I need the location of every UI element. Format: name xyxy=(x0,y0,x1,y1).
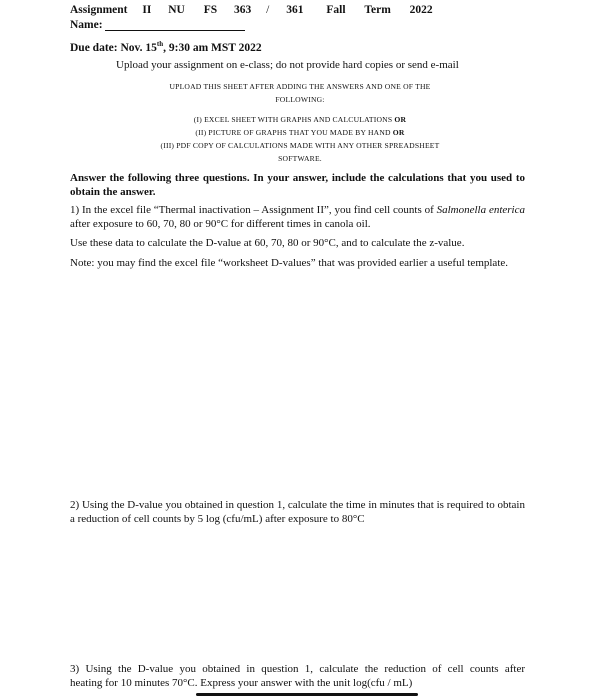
option-2-or: OR xyxy=(392,128,405,137)
name-label: Name: xyxy=(70,19,103,31)
question-3-line-1: 3) Using the D-value you obtained in question 1, calculate the reduction of cell counts after xyxy=(70,663,525,675)
question-2: 2) Using the D-value you obtained in question 1, calculate the time in minutes that is required to obtain a reduction of cell counts by 5 log (cfu/mL) after exposure to 80°C xyxy=(70,499,525,525)
question-3-line-2: heating for 10 minutes 70°C. Express your answer with the unit log(cfu / mL) xyxy=(70,676,413,689)
assignment-header xyxy=(70,4,433,16)
course-separator: / xyxy=(266,4,270,16)
option-2 xyxy=(120,126,480,139)
question-1-text-b: after exposure to 60, 70, 80 or 90°C for different times in canola oil. xyxy=(70,217,371,230)
assignment-label: Assignment xyxy=(70,4,128,16)
instructions-block xyxy=(120,80,480,165)
option-1-or: OR xyxy=(394,115,407,124)
program-nu: NU xyxy=(168,4,185,16)
due-date-sup: th xyxy=(156,40,164,48)
instructions-line-2: FOLLOWING: xyxy=(275,95,325,104)
question-1-task: Use these data to calculate the D-value at 60, 70, 80 or 90°C, and to calculate the z-value. xyxy=(70,237,465,249)
option-1 xyxy=(120,113,480,126)
upload-note: Upload your assignment on e-class; do not provide hard copies or send e-mail xyxy=(116,59,459,71)
due-date xyxy=(70,40,262,54)
term-label: Term xyxy=(364,4,391,16)
option-2-text: (II) PICTURE OF GRAPHS THAT YOU MADE BY HAND xyxy=(195,128,393,137)
instructions-line-1: UPLOAD THIS SHEET AFTER ADDING THE ANSWERS AND ONE OF THE xyxy=(169,82,431,91)
term-season: Fall xyxy=(326,4,346,16)
question-1-text-a: 1) In the excel file “Thermal inactivation – Assignment II”, you find cell counts of xyxy=(70,204,437,216)
question-1 xyxy=(70,204,525,231)
course-number-1: 363 xyxy=(234,4,252,16)
question-1-organism: Salmonella enterica xyxy=(436,204,525,216)
course-number-2: 361 xyxy=(286,4,304,16)
option-3-line-2: SOFTWARE. xyxy=(278,154,322,163)
due-date-suffix: , 9:30 am MST 2022 xyxy=(163,41,262,54)
question-3 xyxy=(70,663,525,690)
question-1-note: Note: you may find the excel file “worksheet D-values” that was provided earlier a useful template. xyxy=(70,257,509,269)
term-year: 2022 xyxy=(409,4,433,16)
due-date-prefix: Due date: Nov. 15 xyxy=(70,41,157,54)
assignment-number: II xyxy=(142,4,152,16)
name-blank-line xyxy=(105,19,245,31)
questions-intro: Answer the following three questions. In your answer, include the calculations that you used to obtain the answer. xyxy=(70,172,525,198)
option-1-text: (I) EXCEL SHEET WITH GRAPHS AND CALCULATIONS xyxy=(193,115,395,124)
name-field xyxy=(70,19,245,31)
underline-mark xyxy=(196,693,418,696)
program-fs: FS xyxy=(203,4,218,16)
option-3-line-1: (III) PDF COPY OF CALCULATIONS MADE WITH ANY OTHER SPREADSHEET xyxy=(160,141,440,150)
